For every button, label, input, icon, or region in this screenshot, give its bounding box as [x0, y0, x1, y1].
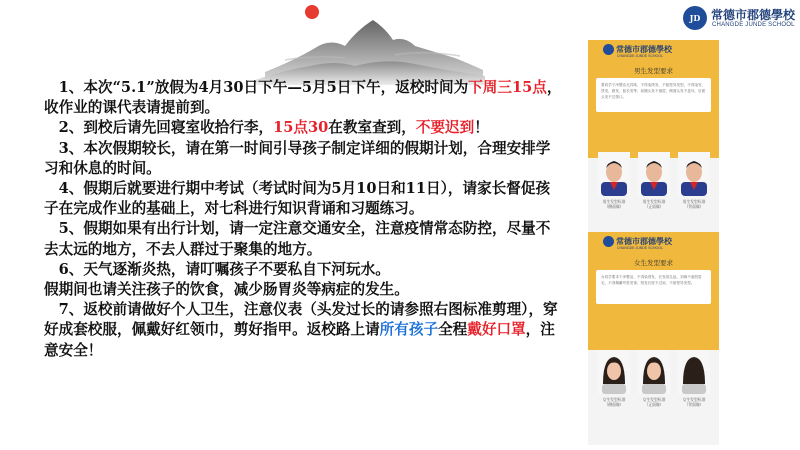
caption-line: 男生发型标准 — [602, 199, 626, 204]
poster-school-name: 常德市郡德學校 — [616, 236, 672, 246]
notice-text: 全程 — [438, 321, 468, 339]
girls-hairstyle-photo — [598, 350, 630, 394]
notice-text: 5、假期如果有出行计划，请一定注意交通安全，注意疫情常态防控，尽量不去太远的地方，不去人群过于聚集的地方。 — [44, 220, 551, 258]
girls-hairstyle-photo — [638, 350, 670, 394]
boys-section — [588, 40, 719, 158]
boys-rules-box — [596, 78, 711, 112]
notice-text: 3、本次假期较长，请在第一时间引导孩子制定详细的假期计划，合理安排学习和休息的时间。 — [44, 139, 551, 177]
notice-paragraph — [44, 300, 564, 361]
girls-photo-caption — [594, 397, 634, 407]
notice-text: ，收作业的课代表请提前到。 — [44, 79, 562, 117]
notice-text: 假期间也请关注孩子的饮食，减少肠胃炎等病症的发生。 — [44, 281, 409, 299]
boys-photo-caption — [594, 199, 634, 209]
notice-paragraph — [44, 219, 564, 259]
poster-school-name-en: CHANGDE JUNDE SCHOOL — [617, 54, 663, 58]
caption-line: 男生发型标准 — [642, 199, 666, 204]
poster-emblem-icon — [603, 44, 614, 55]
girls-section — [588, 232, 719, 350]
caption-line: （侧面像） — [604, 402, 624, 407]
notice-text: ！ — [474, 119, 489, 137]
girls-hairstyle-photo — [678, 350, 710, 394]
girls-title: 女生发型要求 — [634, 259, 673, 267]
ink-mountain-decoration — [255, 0, 485, 85]
caption-line: （侧面像） — [604, 204, 624, 209]
caption-line: （正面像） — [644, 402, 664, 407]
poster-school-name-en: CHANGDE JUNDE SCHOOL — [617, 246, 663, 250]
highlighted-text: 15点30 — [273, 119, 329, 137]
girls-rules-text: 女同学要求干净整洁，不得染烫发，长发须扎起，刘海不遮挡眉毛，不得佩戴夸张发饰；短发长度不过肩，不留怪异发型。 — [601, 275, 702, 286]
notice-text: 1、本次“5.1”放假为4月30日下午—5月5日下午，返校时间为 — [44, 79, 469, 96]
notice-text: 4、假期后就要进行期中考试（考试时间为5月10日和11日），请家长督促孩子在完成作业的基础上，对七科进行知识背诵和习题练习。 — [44, 180, 551, 218]
school-name-en: CHANGDE JUNDE SCHOOL — [712, 22, 795, 28]
highlighted-text: 下周三15点 — [468, 79, 547, 96]
hairstyle-poster — [588, 40, 719, 445]
boys-hairstyle-photo — [638, 152, 670, 196]
girls-photo-caption — [634, 397, 674, 407]
boys-hairstyle-photo — [678, 152, 710, 196]
caption-line: （背面像） — [684, 402, 704, 407]
school-emblem-icon: JD — [683, 6, 707, 30]
notice-text: 6、天气逐渐炎热，请叮嘱孩子不要私自下河玩水。 — [44, 260, 390, 278]
notice-text: ，注意安全！ — [44, 321, 555, 359]
girls-rules-box — [596, 270, 711, 304]
boys-rules-text: 要同学干净整洁无异味，不得染烫发，不留怪异发型，不得染发，烫发，做发、留长发等；前额头发不遮眉，侧面头发不盖耳，后面头发不过领口。 — [601, 83, 706, 100]
notice-paragraph — [44, 260, 564, 280]
highlighted-text: 戴好口罩 — [467, 321, 526, 339]
boys-photo-caption — [634, 199, 674, 209]
caption-line: 女生发型标准 — [642, 397, 666, 402]
boys-photo-caption — [674, 199, 714, 209]
caption-line: 女生发型标准 — [602, 397, 626, 402]
notice-paragraph — [44, 78, 564, 118]
poster-emblem-icon — [603, 236, 614, 247]
notice-paragraph — [44, 118, 564, 138]
girls-photo-caption — [674, 397, 714, 407]
notice-paragraph — [44, 179, 564, 219]
notice-paragraph — [44, 280, 564, 300]
notice-text: 7、返校前请做好个人卫生，注意仪表（头发过长的请参照右图标准剪理），穿好成套校服，佩戴好红领巾，剪好指甲。返校路上请 — [44, 301, 558, 339]
poster-school-name: 常德市郡德學校 — [616, 44, 672, 54]
highlighted-text: 所有孩子 — [379, 321, 439, 339]
notice-body — [44, 78, 564, 361]
caption-line: （背面像） — [684, 204, 704, 209]
highlighted-text: 不要迟到 — [415, 119, 475, 137]
school-logo — [683, 6, 798, 34]
boys-hairstyle-photo — [598, 152, 630, 196]
school-name-cn: 常德市郡德學校 — [711, 8, 796, 22]
notice-paragraph — [44, 139, 564, 179]
caption-line: （正面像） — [644, 204, 664, 209]
boys-title: 男生发型要求 — [634, 67, 673, 75]
red-sun-icon — [305, 5, 319, 19]
caption-line: 男生发型标准 — [682, 199, 706, 204]
notice-text: 在教室查到， — [328, 119, 416, 137]
notice-text: 2、到校后请先回寝室收拾行李， — [44, 119, 274, 137]
caption-line: 女生发型标准 — [682, 397, 706, 402]
